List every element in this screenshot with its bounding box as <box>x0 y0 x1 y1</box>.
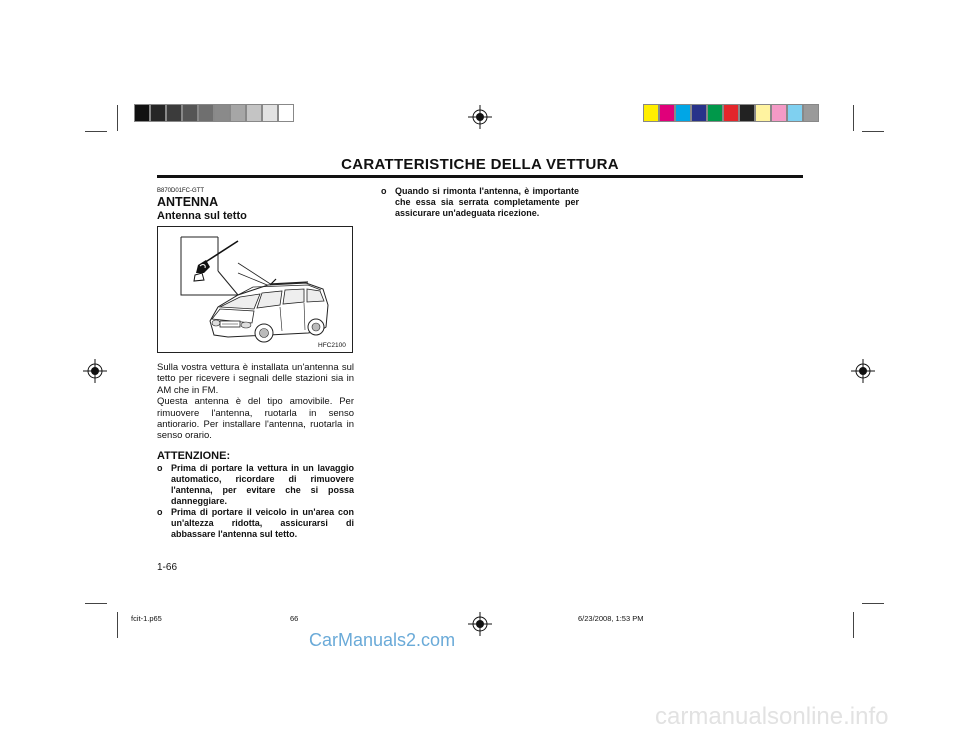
right-item-1: Quando si rimonta l'antenna, è importante che essa sia serrata completamente per assicurare un'adeguata ricezione. <box>395 186 579 218</box>
color-swatch <box>691 104 707 122</box>
gray-calibration-bar <box>134 104 294 122</box>
bullet: o <box>157 463 163 473</box>
warning-list <box>157 463 354 540</box>
footer-datetime: 6/23/2008, 1:53 PM <box>578 614 644 623</box>
color-swatch <box>150 104 166 122</box>
color-swatch <box>246 104 262 122</box>
color-swatch <box>739 104 755 122</box>
body-paragraph-1: Sulla vostra vettura è installata un'antenna sul tetto per ricevere i segnali delle stazioni sia in AM che in FM. <box>157 362 354 396</box>
watermark-carmanuals2[interactable]: CarManuals2.com <box>309 630 456 650</box>
body-text <box>157 362 354 442</box>
watermark-carmanualsonline[interactable]: carmanualsonline.info <box>655 703 889 730</box>
antenna-figure <box>157 226 353 353</box>
color-swatch <box>166 104 182 122</box>
color-swatch <box>707 104 723 122</box>
car-roof-antenna-illustration <box>158 227 352 352</box>
body-paragraph-2: Questa antenna è del tipo amovibile. Per rimuovere l'antenna, ruotarla in senso antiorario. Per installare l'antenna, ruotarla in senso orario. <box>157 396 354 442</box>
warning-title: ATTENZIONE: <box>157 450 231 462</box>
section-code: B870D01FC-GTT <box>157 188 205 194</box>
color-swatch <box>787 104 803 122</box>
footer-file: fcit-1.p65 <box>131 614 162 623</box>
color-swatch <box>723 104 739 122</box>
color-swatch <box>643 104 659 122</box>
section-heading: ANTENNA <box>157 195 219 209</box>
title-rule <box>157 175 803 178</box>
registration-mark-bottom-icon <box>468 612 492 636</box>
bullet: o <box>381 186 387 196</box>
color-swatch <box>659 104 675 122</box>
color-swatch <box>675 104 691 122</box>
list-item <box>157 463 354 507</box>
registration-mark-right-icon <box>851 359 875 383</box>
list-item <box>381 186 579 219</box>
color-swatch <box>134 104 150 122</box>
section-subheading: Antenna sul tetto <box>157 210 247 222</box>
bullet: o <box>157 507 163 517</box>
figure-label: HFC2100 <box>318 342 346 349</box>
page-number: 1-66 <box>157 562 178 573</box>
color-swatch <box>230 104 246 122</box>
registration-mark-left-icon <box>83 359 107 383</box>
color-swatch <box>755 104 771 122</box>
color-swatch <box>771 104 787 122</box>
color-swatch <box>198 104 214 122</box>
list-item <box>157 507 354 540</box>
color-swatch <box>214 104 230 122</box>
footer-page: 66 <box>290 614 299 623</box>
color-swatch <box>803 104 819 122</box>
warning-item-2: Prima di portare il veicolo in un'area con un'altezza ridotta, assicurarsi di abbassare l'antenna sul tetto. <box>171 507 354 539</box>
color-swatch <box>278 104 294 122</box>
right-column-list <box>381 186 579 219</box>
color-swatch <box>262 104 278 122</box>
page-title: CARATTERISTICHE DELLA VETTURA <box>341 156 619 173</box>
registration-mark-top-icon <box>468 105 492 129</box>
color-swatch <box>182 104 198 122</box>
color-calibration-bar <box>643 104 819 122</box>
warning-item-1: Prima di portare la vettura in un lavaggio automatico, ricordare di rimuovere l'antenna, per evitare che si possa danneggiare. <box>171 463 354 506</box>
